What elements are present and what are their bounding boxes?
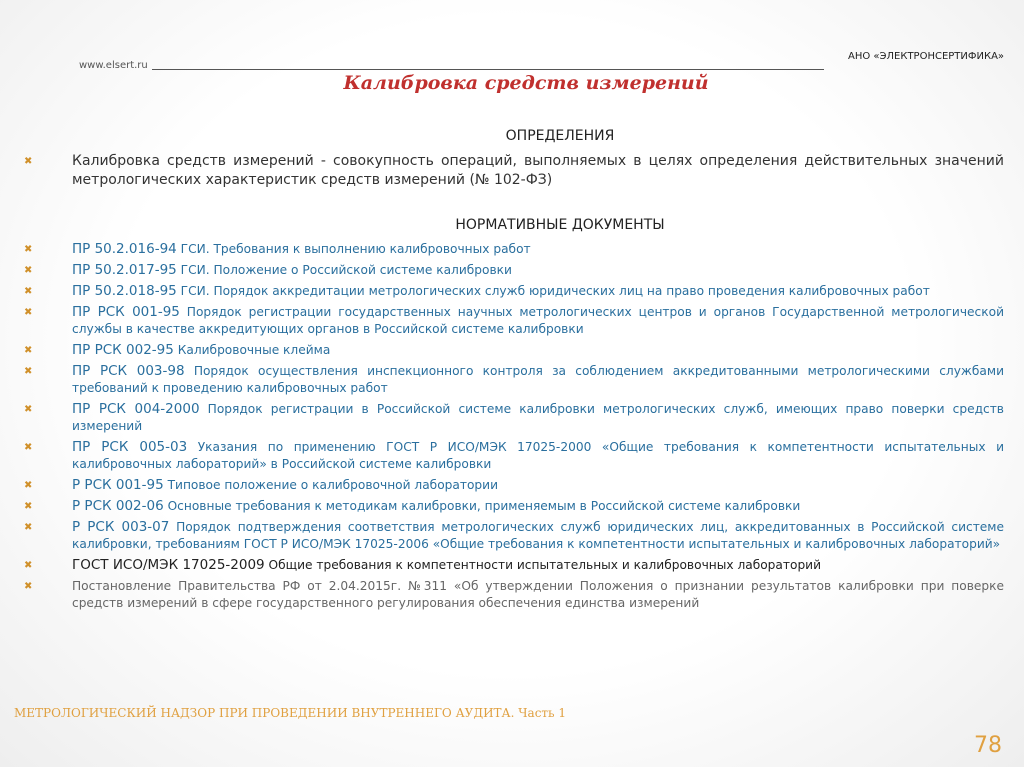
- list-item: [24, 557, 1004, 574]
- document-code[interactable]: ПР РСК 003-98: [72, 363, 185, 379]
- list-item: [24, 363, 1004, 397]
- list-item: [24, 401, 1004, 435]
- definition-item: [24, 152, 1004, 190]
- document-text: Порядок подтверждения соответствия метрологических служб юридических лиц, аккредитованных в Российской системе калибровки, требованиям ГОСТ Р ИСО/МЭК 17025-2006 «Общие требования к компетентности испытательных и калибровочных лабораторий»: [72, 520, 1004, 551]
- document-code[interactable]: Р РСК 002-06: [72, 498, 164, 514]
- document-text: Основные требования к методикам калибровки, применяемым в Российской системе калибровки: [163, 499, 801, 513]
- documents-list: [24, 241, 1004, 616]
- bullet-icon: ✖: [24, 522, 33, 533]
- bullet-icon: ✖: [24, 366, 33, 377]
- document-code[interactable]: Р РСК 001-95: [72, 477, 164, 493]
- page-number: 78: [974, 733, 1002, 758]
- list-item: [24, 241, 1004, 258]
- document-code[interactable]: ПР РСК 002-95: [72, 342, 174, 358]
- list-item: [24, 283, 1004, 300]
- definition-text: - совокупность операций, выполняемых в целях определения действительных значений метрологических характеристик средств измерений (№ 102-ФЗ): [72, 153, 1004, 188]
- bullet-icon: ✖: [24, 442, 33, 453]
- organization-name: АНО «ЭЛЕКТРОНСЕРТИФИКА»: [848, 51, 1005, 62]
- footer-caption: МЕТРОЛОГИЧЕСКИЙ НАДЗОР ПРИ ПРОВЕДЕНИИ ВНУТРЕННЕГО АУДИТА. Часть 1: [14, 706, 567, 720]
- definitions-section: [24, 152, 1004, 190]
- bullet-icon: ✖: [24, 581, 33, 592]
- document-text: ГСИ. Порядок аккредитации метрологических служб юридических лиц на право проведения калибровочных работ: [176, 284, 930, 298]
- document-text: Порядок регистрации государственных научных метрологических центров и органов Государственной метрологической службы в качестве аккредитующих органов в Российской системе калибровки: [72, 305, 1004, 336]
- document-code[interactable]: ПР РСК 005-03: [72, 439, 188, 455]
- document-text: ГСИ. Положение о Российской системе калибровки: [176, 263, 512, 277]
- bullet-icon: ✖: [24, 156, 33, 167]
- document-code[interactable]: ПР РСК 004-2000: [72, 401, 200, 417]
- document-code[interactable]: ПР 50.2.016-94: [72, 241, 177, 257]
- document-text: Порядок регистрации в Российской системе калибровки метрологических служб, имеющих право поверки средств измерений: [72, 402, 1004, 433]
- bullet-icon: ✖: [24, 244, 33, 255]
- bullet-icon: ✖: [24, 286, 33, 297]
- list-item: [24, 578, 1004, 612]
- document-text: Постановление Правительства РФ от 2.04.2015г. №311 «Об утверждении Положения о признании результатов калибровки при поверке средств измерений в сфере государственного регулирования обеспечения единства измерений: [72, 579, 1004, 610]
- bullet-icon: ✖: [24, 265, 33, 276]
- slide-title: Калибровка средств измерений: [343, 72, 709, 94]
- list-item: [24, 342, 1004, 359]
- list-item: [24, 477, 1004, 494]
- document-text: Общие требования к компетентности испытательных и калибровочных лабораторий: [264, 558, 822, 572]
- document-code[interactable]: ПР РСК 001-95: [72, 304, 180, 320]
- documents-heading: НОРМАТИВНЫЕ ДОКУМЕНТЫ: [455, 217, 665, 233]
- header-divider: [152, 69, 824, 70]
- bullet-icon: ✖: [24, 560, 33, 571]
- bullet-icon: ✖: [24, 404, 33, 415]
- list-item: [24, 262, 1004, 279]
- website-url[interactable]: www.elsert.ru: [79, 60, 148, 71]
- list-item: [24, 439, 1004, 473]
- document-code[interactable]: ПР 50.2.018-95: [72, 283, 177, 299]
- document-text: Калибровочные клейма: [173, 343, 331, 357]
- document-code[interactable]: ПР 50.2.017-95: [72, 262, 177, 278]
- document-text: Указания по применению ГОСТ Р ИСО/МЭК 17025-2000 «Общие требования к компетентности испытательных и калибровочных лабораторий» в Российской системе калибровки: [72, 440, 1005, 471]
- definition-term: Калибровка средств измерений: [72, 153, 314, 169]
- document-code[interactable]: Р РСК 003-07: [72, 519, 170, 535]
- bullet-icon: ✖: [24, 307, 33, 318]
- bullet-icon: ✖: [24, 501, 33, 512]
- document-text: Типовое положение о калибровочной лаборатории: [163, 478, 498, 492]
- bullet-icon: ✖: [24, 480, 33, 491]
- list-item: [24, 498, 1004, 515]
- document-text: ГСИ. Требования к выполнению калибровочных работ: [176, 242, 531, 256]
- list-item: [24, 519, 1004, 553]
- bullet-icon: ✖: [24, 345, 33, 356]
- definitions-heading: ОПРЕДЕЛЕНИЯ: [505, 128, 615, 144]
- document-text: Порядок осуществления инспекционного контроля за соблюдением аккредитованными метрологическими службами требований к проведению калибровочных работ: [72, 364, 1004, 395]
- list-item: [24, 304, 1004, 338]
- document-code: ГОСТ ИСО/МЭК 17025-2009: [72, 557, 265, 573]
